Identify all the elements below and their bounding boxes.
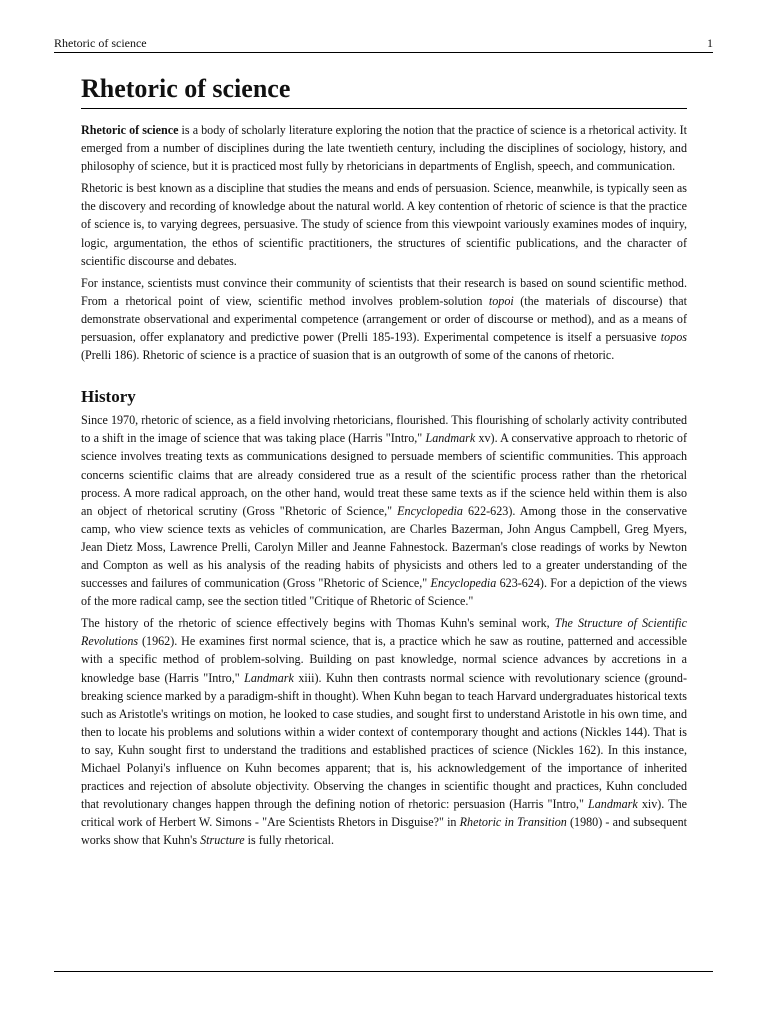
page-number: 1: [707, 36, 713, 50]
para3-italic-topoi: topoi: [488, 293, 514, 308]
history1-text-1: Since 1970, rhetoric of science, as a field involving rhetoricians, flourished. This flourishing of scholarly activity contributed to a shift in the image of science that was taking place (Harris "Intro,": [81, 413, 687, 446]
history2-text-1: The history of the rhetoric of science effectively begins with Thomas Kuhn's seminal work,: [81, 616, 555, 631]
history2-text-6: is fully rhetorical.: [244, 833, 334, 848]
paragraph-3: [81, 274, 687, 364]
running-title: Rhetoric of science: [54, 36, 147, 50]
history-paragraph-1: [81, 411, 687, 610]
para3-italic-topos: topos: [660, 330, 687, 345]
intro-paragraph: [81, 121, 687, 175]
history2-text-5: (1980) - and subsequent works show that Kuhn's: [81, 815, 687, 848]
history2-text-4: xiv). The critical work of Herbert W. Simons - "Are Scientists Rhetors in Disguise?" in: [81, 797, 687, 830]
para3-text-3: (Prelli 186). Rhetoric of science is a practice of suasion that is an outgrowth of some of the canons of rhetoric.: [81, 348, 615, 363]
section-heading-history: History: [81, 387, 136, 407]
intro-text: is a body of scholarly literature exploring the notion that the practice of science is a rhetorical activity. It emerged from a number of disciplines during the late twentieth century, including the disciplines of sociology, history, and philosophy of science, but it is practiced most fully by rhetoricians in departments of English, speech, and communication.: [81, 123, 687, 174]
history1-text-2: xv). A conservative approach to rhetoric of science involves treating texts as communications designed to persuade members of scientific communities. This approach concerns scientific claims that are already considered true as a result of the scientific process rather than the rhetorical process. A more radical approach, on the other hand, would treat these same texts as if the science held within them is also an object of rhetorical scrutiny (Gross "Rhetoric of Science,": [81, 431, 687, 518]
history2-text-2: (1962). He examines first normal science, that is, a practice which he saw as routine, patterned and accessible with a specific method of problem-solving. Building on past knowledge, normal science advances by accretions in a knowledge base (Harris "Intro,": [81, 634, 687, 685]
history2-italic-4: Rhetoric in Transition: [459, 815, 567, 830]
history1-italic-2: Encyclopedia: [397, 503, 463, 518]
article-body: [81, 72, 687, 849]
history2-italic-2: Landmark: [244, 670, 294, 685]
page-title: Rhetoric of science: [81, 72, 687, 109]
history1-italic-1: Landmark: [425, 431, 476, 446]
para3-text-1: For instance, scientists must convince their community of scientists that their research is based on sound scientific method. From a rhetorical point of view, scientific method involves problem-solution: [81, 275, 687, 308]
history2-italic-1: The Structure of Scientific Revolutions: [81, 616, 687, 649]
history1-text-3: 622-623). Among those in the conservative camp, who view science texts as vehicles of communication, are Charles Bazerman, John Angus Campbell, Greg Myers, Jean Dietz Moss, Lawrence Prelli, Carolyn Miller and Jeanne Fahnestock. Bazerman's close readings of works by Newton and Compton as well as his analysis of the reading habits of physicists and others led to a greater understanding of the successes and failures of communication (Gross "Rhetoric of Science,": [81, 503, 687, 591]
history2-italic-3: Landmark: [588, 797, 638, 812]
intro-bold-term: Rhetoric of science: [81, 123, 179, 137]
history1-italic-3: Encyclopedia: [430, 576, 497, 591]
footer-rule: [54, 971, 713, 972]
running-header: [54, 36, 713, 53]
history2-italic-5: Structure: [200, 833, 245, 848]
history-paragraph-2: [81, 614, 687, 849]
history2-text-3: xiii). Kuhn then contrasts normal science with revolutionary science (ground-breaking science marked by a paradigm-shift in thought). When Kuhn began to teach Harvard undergraduates historical texts such as Aristotle's writings on motion, he looked to case studies, and sought first to understand Aristotle in his own time, and then to locate his problems and solutions within a wider context of contemporary thought and actions (Nickles 144). That is to say, Kuhn sought first to understand the traditions and established practices of science (Nickles 162). In this instance, Michael Polanyi's influence on Kuhn becomes apparent; that is, his acknowledgement of the importance of inherited practices and rejection of absolute objectivity. Observing the changes in scientific thought and practices, Kuhn concluded that revolutionary changes happen through the defining notion of rhetoric: persuasion (Harris "Intro,": [81, 670, 687, 812]
para3-text-2: (the materials of discourse) that demonstrate observational and experimental competence (arrangement or order of discourse or method), and as a means of persuasion, offer explanatory and predictive power (Prelli 185-193). Experimental competence is itself a persuasive: [81, 293, 687, 345]
history1-text-4: 623-624). For a depiction of the views of the more radical camp, see the section titled "Critique of Rhetoric of Science.": [81, 576, 687, 609]
paragraph-2: Rhetoric is best known as a discipline that studies the means and ends of persuasion. Science, meanwhile, is typically seen as the discovery and recording of knowledge about the natural world. A key contention of rhetoric of science is that the practice of science is, to varying degrees, persuasive. The study of science from this viewpoint variously examines modes of inquiry, logic, argumentation, the ethos of scientific practitioners, the structures of scientific publications, and the character of scientific discourse and debates.: [81, 181, 687, 268]
